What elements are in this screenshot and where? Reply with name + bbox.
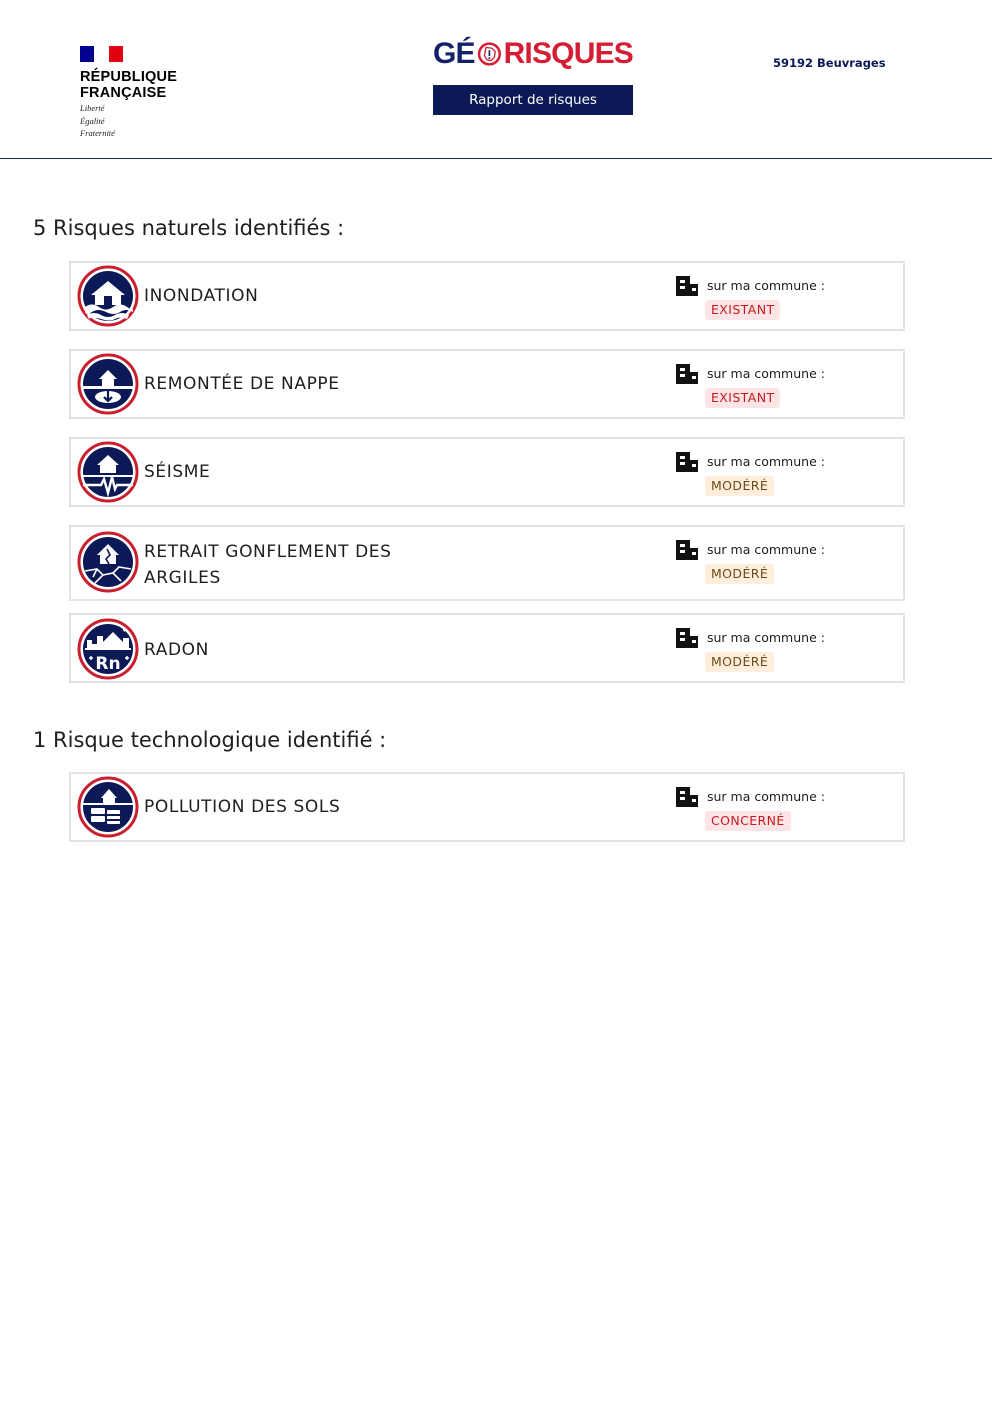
- risk-card-retrait-gonflement-argiles[interactable]: [69, 525, 905, 601]
- risk-card-pollution-des-sols[interactable]: [69, 772, 905, 842]
- motto-line3: Fraternité: [80, 128, 115, 138]
- georisques-brand: [433, 36, 633, 108]
- risk-name: INONDATION: [144, 286, 259, 306]
- commune-status-label: sur ma commune :: [707, 366, 825, 381]
- brand-o-icon: [477, 39, 502, 69]
- risk-name: POLLUTION DES SOLS: [144, 797, 341, 817]
- flood-icon: [77, 265, 139, 327]
- risk-name: SÉISME: [144, 462, 211, 482]
- georisques-logo: [433, 36, 633, 72]
- commune-status-label: sur ma commune :: [707, 542, 825, 557]
- risk-card-radon[interactable]: [69, 613, 905, 683]
- status-badge: MODÉRÉ: [705, 652, 774, 672]
- earthquake-icon: [77, 441, 139, 503]
- republic-name-line2: FRANÇAISE: [80, 85, 167, 101]
- status-badge: EXISTANT: [705, 388, 780, 408]
- status-badge: CONCERNÉ: [705, 811, 791, 831]
- radon-icon: [77, 618, 139, 680]
- status-badge: MODÉRÉ: [705, 564, 774, 584]
- risk-name: REMONTÉE DE NAPPE: [144, 374, 340, 394]
- republic-name-line1: RÉPUBLIQUE: [80, 69, 178, 85]
- brand-part2: RISQUES: [503, 37, 633, 70]
- motto-line1: Liberté: [80, 103, 105, 113]
- clay-shrink-swell-icon: [77, 531, 139, 593]
- commune-status-label: sur ma commune :: [707, 789, 825, 804]
- risk-card-seisme[interactable]: [69, 437, 905, 507]
- natural-risks-title: 5 Risques naturels identifiés :: [33, 216, 345, 240]
- svg-text:Rn: Rn: [95, 654, 121, 674]
- page-header: [0, 0, 992, 159]
- report-label: Rapport de risques: [433, 85, 633, 115]
- motto-line2: Égalité: [80, 115, 105, 126]
- risk-card-inondation[interactable]: [69, 261, 905, 331]
- republique-francaise-logo: [80, 46, 210, 139]
- risk-card-remontee-de-nappe[interactable]: [69, 349, 905, 419]
- commune-status-label: sur ma commune :: [707, 278, 825, 293]
- status-badge: EXISTANT: [705, 300, 780, 320]
- risk-name-line2: ARGILES: [144, 568, 221, 588]
- status-badge: MODÉRÉ: [705, 476, 774, 496]
- building-icon: [675, 540, 699, 560]
- french-flag-icon: [80, 46, 123, 62]
- brand-part1: GÉ: [433, 37, 475, 70]
- commune-status-label: sur ma commune :: [707, 630, 825, 645]
- building-icon: [675, 276, 699, 296]
- building-icon: [675, 452, 699, 472]
- soil-pollution-icon: [77, 776, 139, 838]
- building-icon: [675, 364, 699, 384]
- risk-name: RADON: [144, 640, 209, 660]
- risk-name-line1: RETRAIT GONFLEMENT DES: [144, 542, 392, 562]
- building-icon: [675, 628, 699, 648]
- commune-status-label: sur ma commune :: [707, 454, 825, 469]
- groundwater-icon: [77, 353, 139, 415]
- technological-risks-title: 1 Risque technologique identifié :: [33, 728, 387, 752]
- building-icon: [675, 787, 699, 807]
- commune-label: 59192 Beuvrages: [773, 56, 886, 70]
